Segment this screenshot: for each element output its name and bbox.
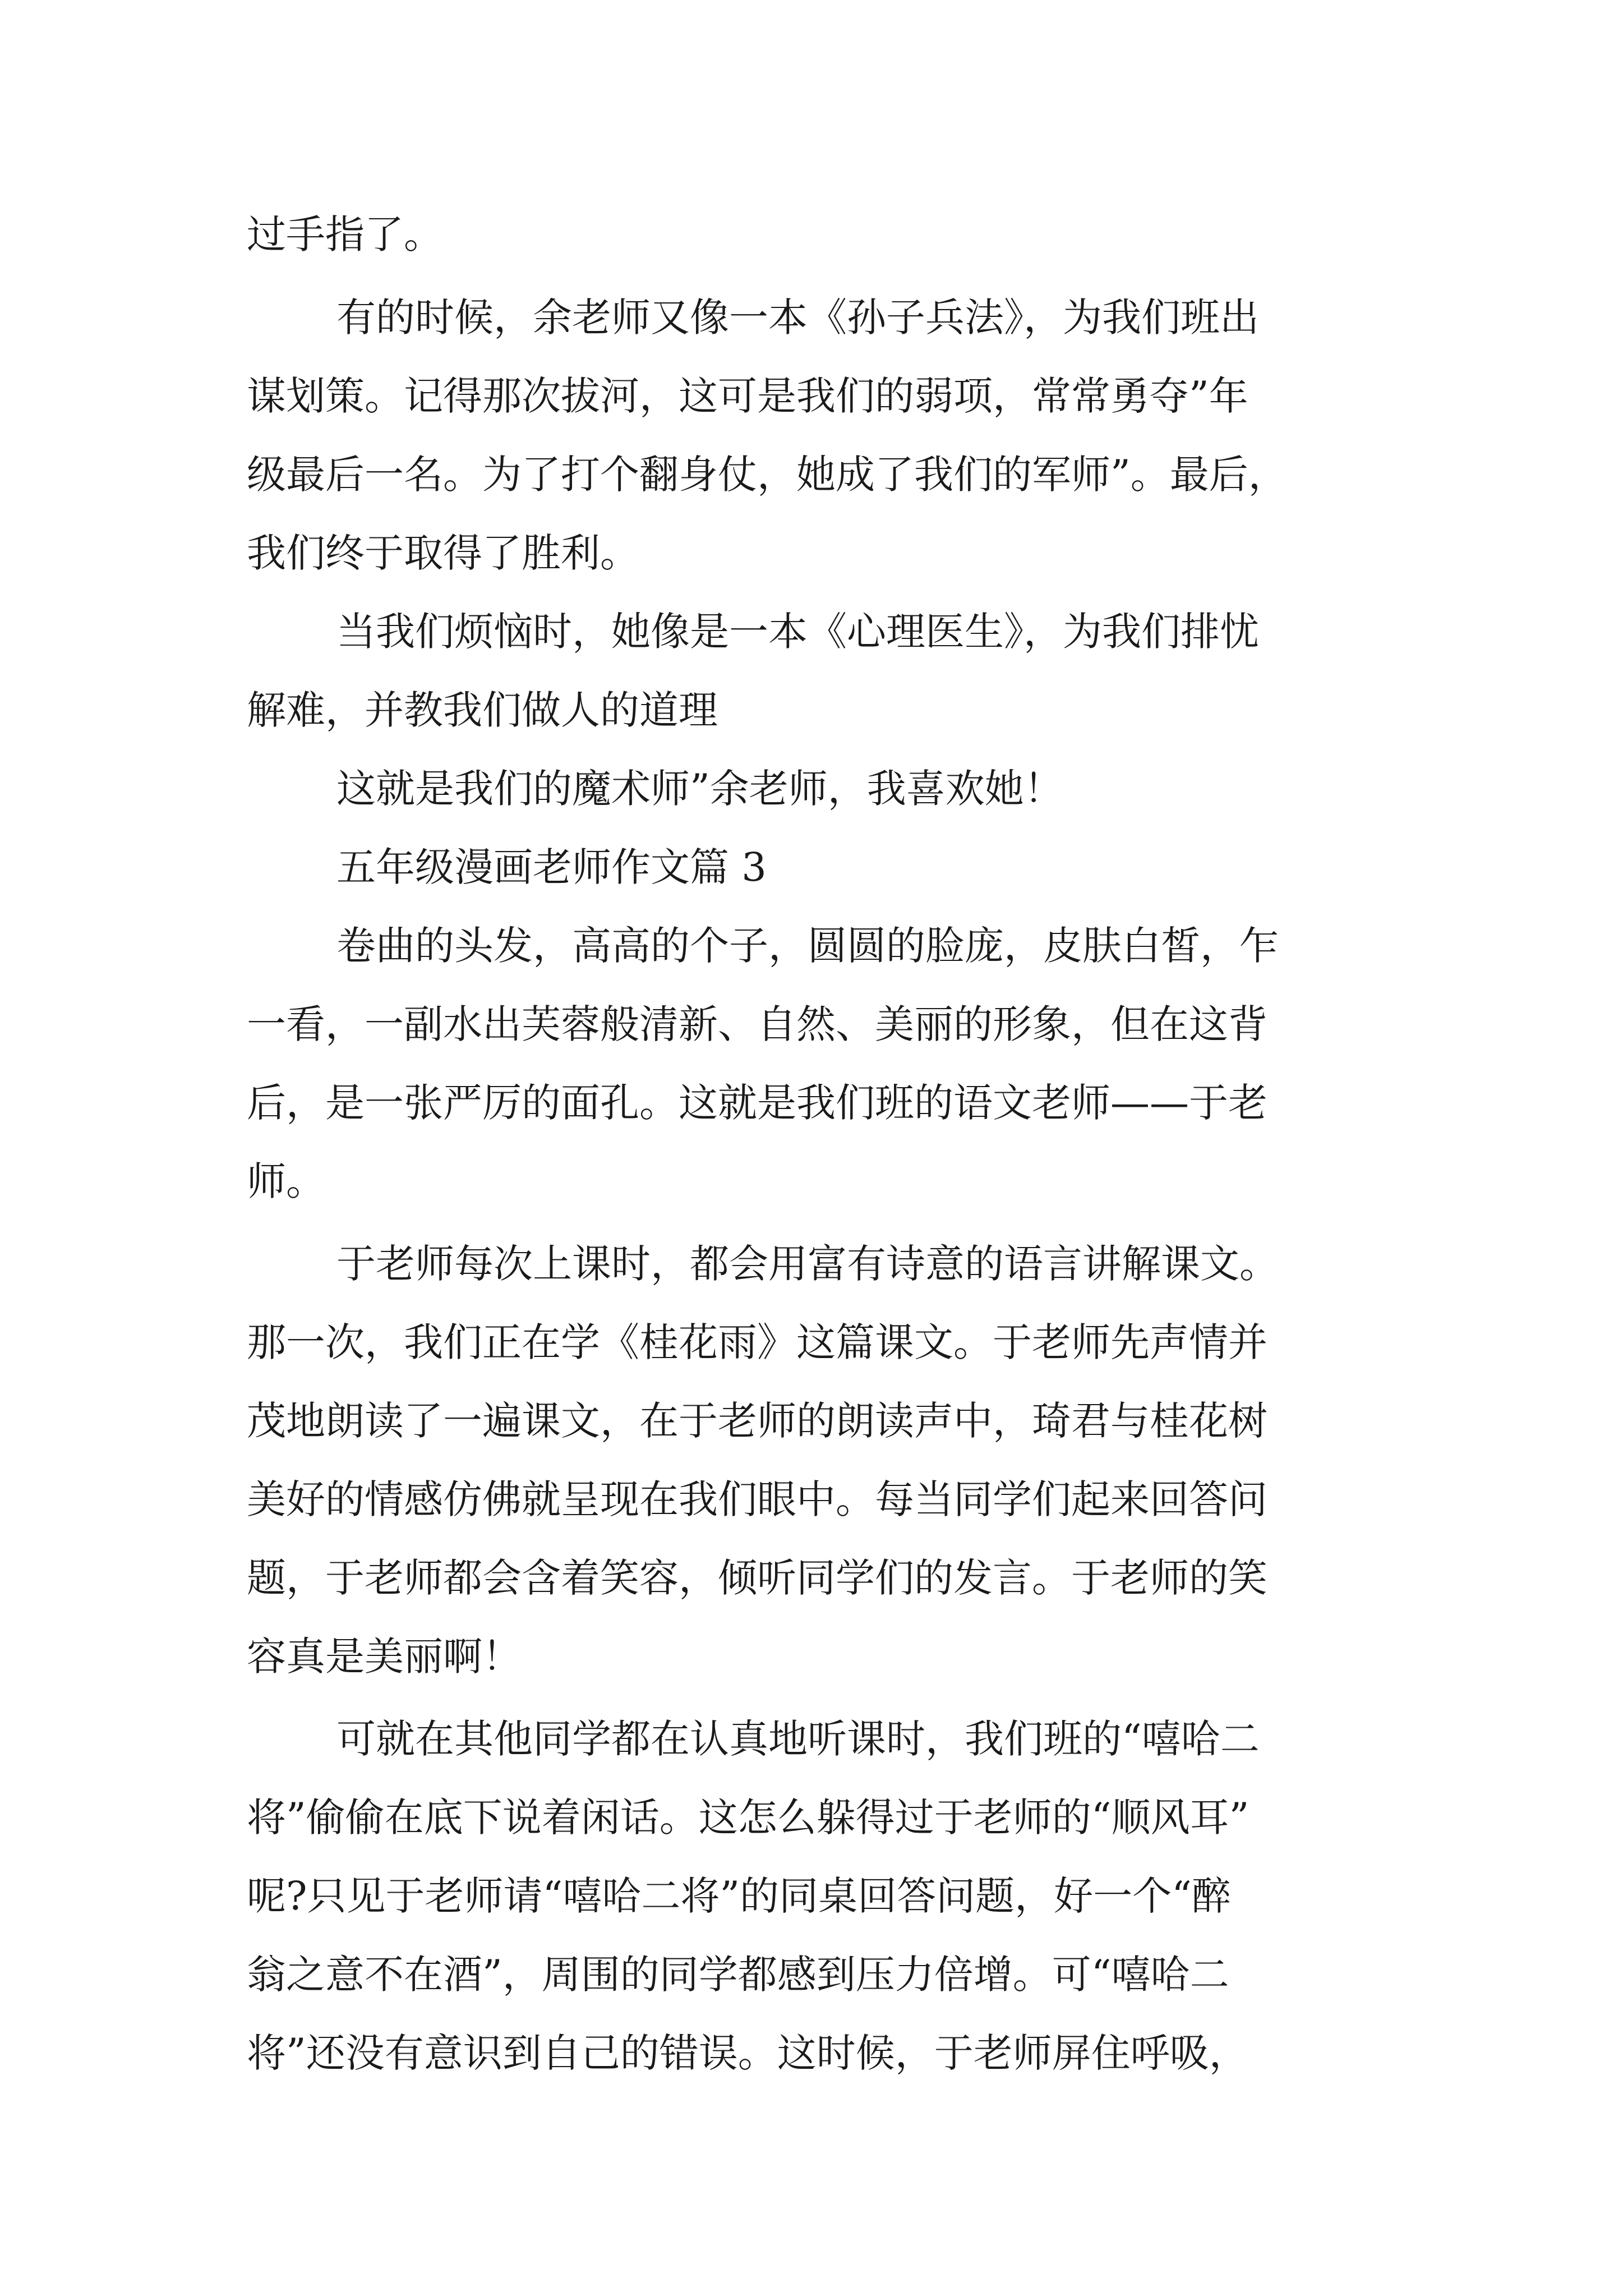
text-line: 将”偷偷在底下说着闲话。这怎么躲得过于老师的“顺风耳” [247,1795,1249,1841]
text-line: 翁之意不在酒”，周围的同学都感到压力倍增。可“嘻哈二 [247,1952,1229,1998]
paragraph-start: 当我们烦恼时，她像是一本《心理医生》，为我们排忧 [336,609,1259,655]
paragraph-start: 卷曲的头发，高高的个子，圆圆的脸庞，皮肤白皙，乍 [336,923,1279,969]
text-line: 题，于老师都会含着笑容，倾听同学们的发言。于老师的笑 [247,1555,1267,1601]
paragraph-start: 有的时候，余老师又像一本《孙子兵法》，为我们班出 [336,295,1259,341]
text-line: 将”还没有意识到自己的错误。这时候，于老师屏住呼吸， [247,2030,1248,2076]
text-line: 一看，一副水出芙蓉般清新、自然、美丽的形象，但在这背 [247,1001,1267,1047]
text-line: 容真是美丽啊！ [247,1634,522,1680]
text-line: 呢?只见于老师请“嘻哈二将”的同桌回答问题，好一个“醉 [247,1873,1231,1919]
text-line: 茂地朗读了一遍课文，在于老师的朗读声中，琦君与桂花树 [247,1398,1267,1444]
paragraph-start: 可就在其他同学都在认真地听课时，我们班的“嘻哈二 [336,1716,1260,1762]
text-line: 那一次，我们正在学《桂花雨》这篇课文。于老师先声情并 [247,1319,1267,1365]
section-heading: 五年级漫画老师作文篇 3 [336,844,767,890]
text-line: 师。 [247,1158,325,1204]
text-line: 过手指了。 [247,211,443,257]
text-line: 后，是一张严厉的面孔。这就是我们班的语文老师——于老 [247,1080,1267,1126]
text-line: 解难，并教我们做人的道理 [247,687,718,733]
text-line: 我们终于取得了胜利。 [247,530,639,576]
paragraph-start: 于老师每次上课时，都会用富有诗意的语言讲解课文。 [336,1241,1279,1287]
paragraph-start: 这就是我们的魔术师”余老师，我喜欢她！ [336,766,1063,812]
text-line: 美好的情感仿佛就呈现在我们眼中。每当同学们起来回答问 [247,1476,1267,1522]
text-line: 级最后一名。为了打个翻身仗，她成了我们的军师”。最后， [247,452,1288,498]
text-line: 谋划策。记得那次拔河，这可是我们的弱项，常常勇夺”年 [247,373,1248,419]
